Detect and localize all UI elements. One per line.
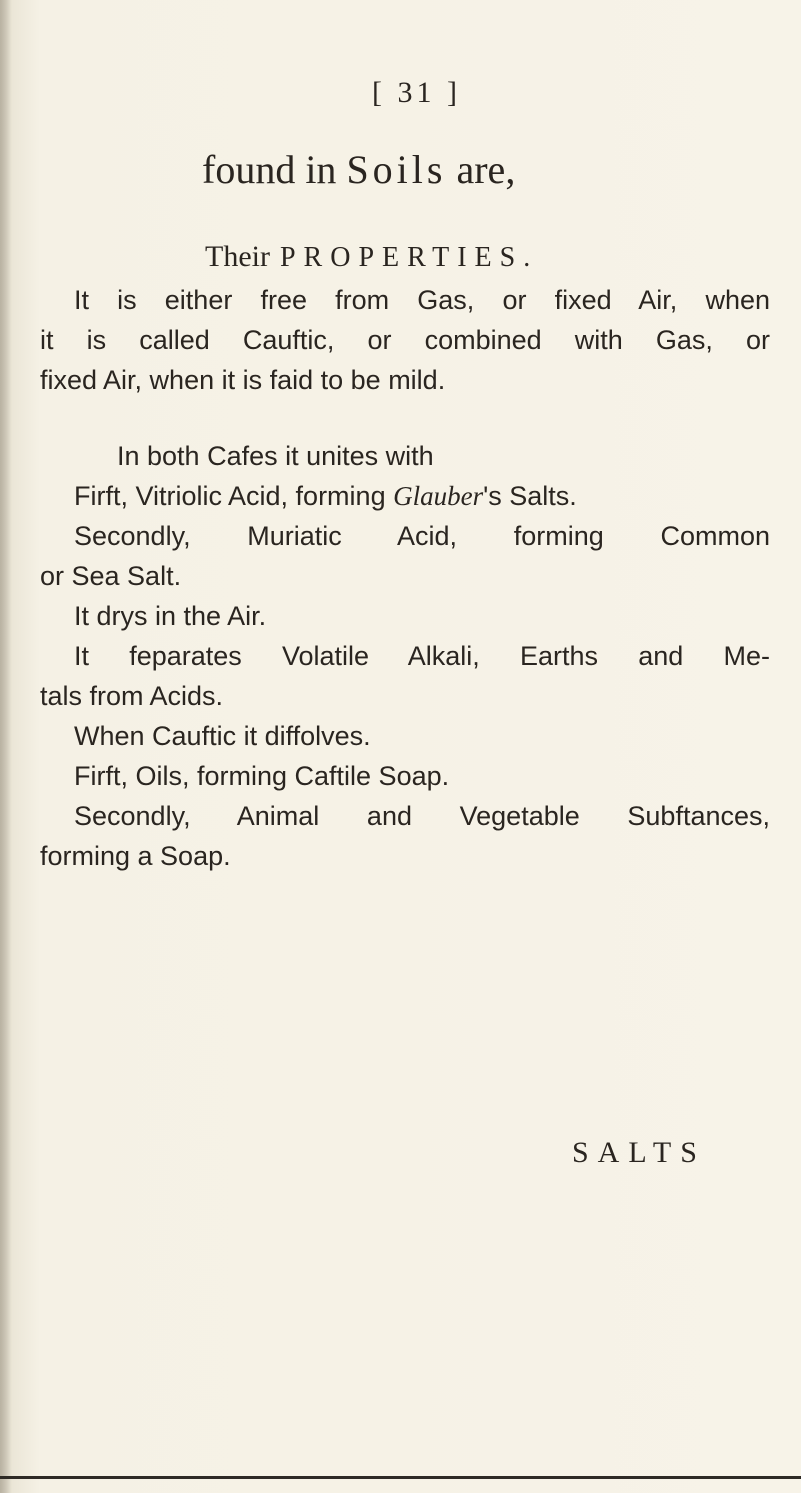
section-subheading [205,240,538,274]
heading-prefix: found in [202,147,347,192]
paragraph-1 [40,280,770,400]
paragraph-1-line: fixed Air, when it is faid to be mild. [40,365,446,395]
heading-suffix: are, [446,147,516,192]
paragraph-2-line: Secondly, Muriatic Acid, forming Common [74,521,770,551]
paragraph-1-line: It is either free from Gas, or fixed Air, when [74,285,770,315]
paragraph-2-line: or Sea Salt. [40,561,182,591]
paragraph-2-line: forming a Soap. [40,841,231,871]
line-prefix: Firft, Vitriolic Acid, forming [74,481,394,511]
paragraph-2-line: It feparates Volatile Alkali, Earths and Me- [74,641,770,671]
spine-shadow [0,0,12,1493]
heading-small-caps: Soils [346,147,447,192]
subheading-properties: PROPERTIES. [279,242,539,273]
italic-name: Glauber [393,481,484,511]
paragraph-2-line: When Cauftic it diffolves. [74,721,371,751]
paragraph-2-line: Secondly, Animal and Vegetable Subftances, [74,801,770,831]
page-heading [202,146,515,193]
paragraph-2 [40,426,770,876]
subheading-their: Their [205,240,270,273]
catchword: SALTS [572,1136,706,1169]
page-number: [ 31 ] [372,76,461,109]
paragraph-1-line: it is called Cauftic, or combined with Gas, or [40,325,770,355]
paragraph-2-intro: In both Cafes it unites with [117,441,434,471]
paragraph-2-line [40,476,770,516]
line-suffix: 's Salts. [483,481,577,511]
bottom-rule [0,1476,801,1479]
paragraph-2-line: tals from Acids. [40,681,224,711]
paragraph-2-line: Firft, Oils, forming Caftile Soap. [74,761,450,791]
paragraph-2-line: It drys in the Air. [74,601,267,631]
